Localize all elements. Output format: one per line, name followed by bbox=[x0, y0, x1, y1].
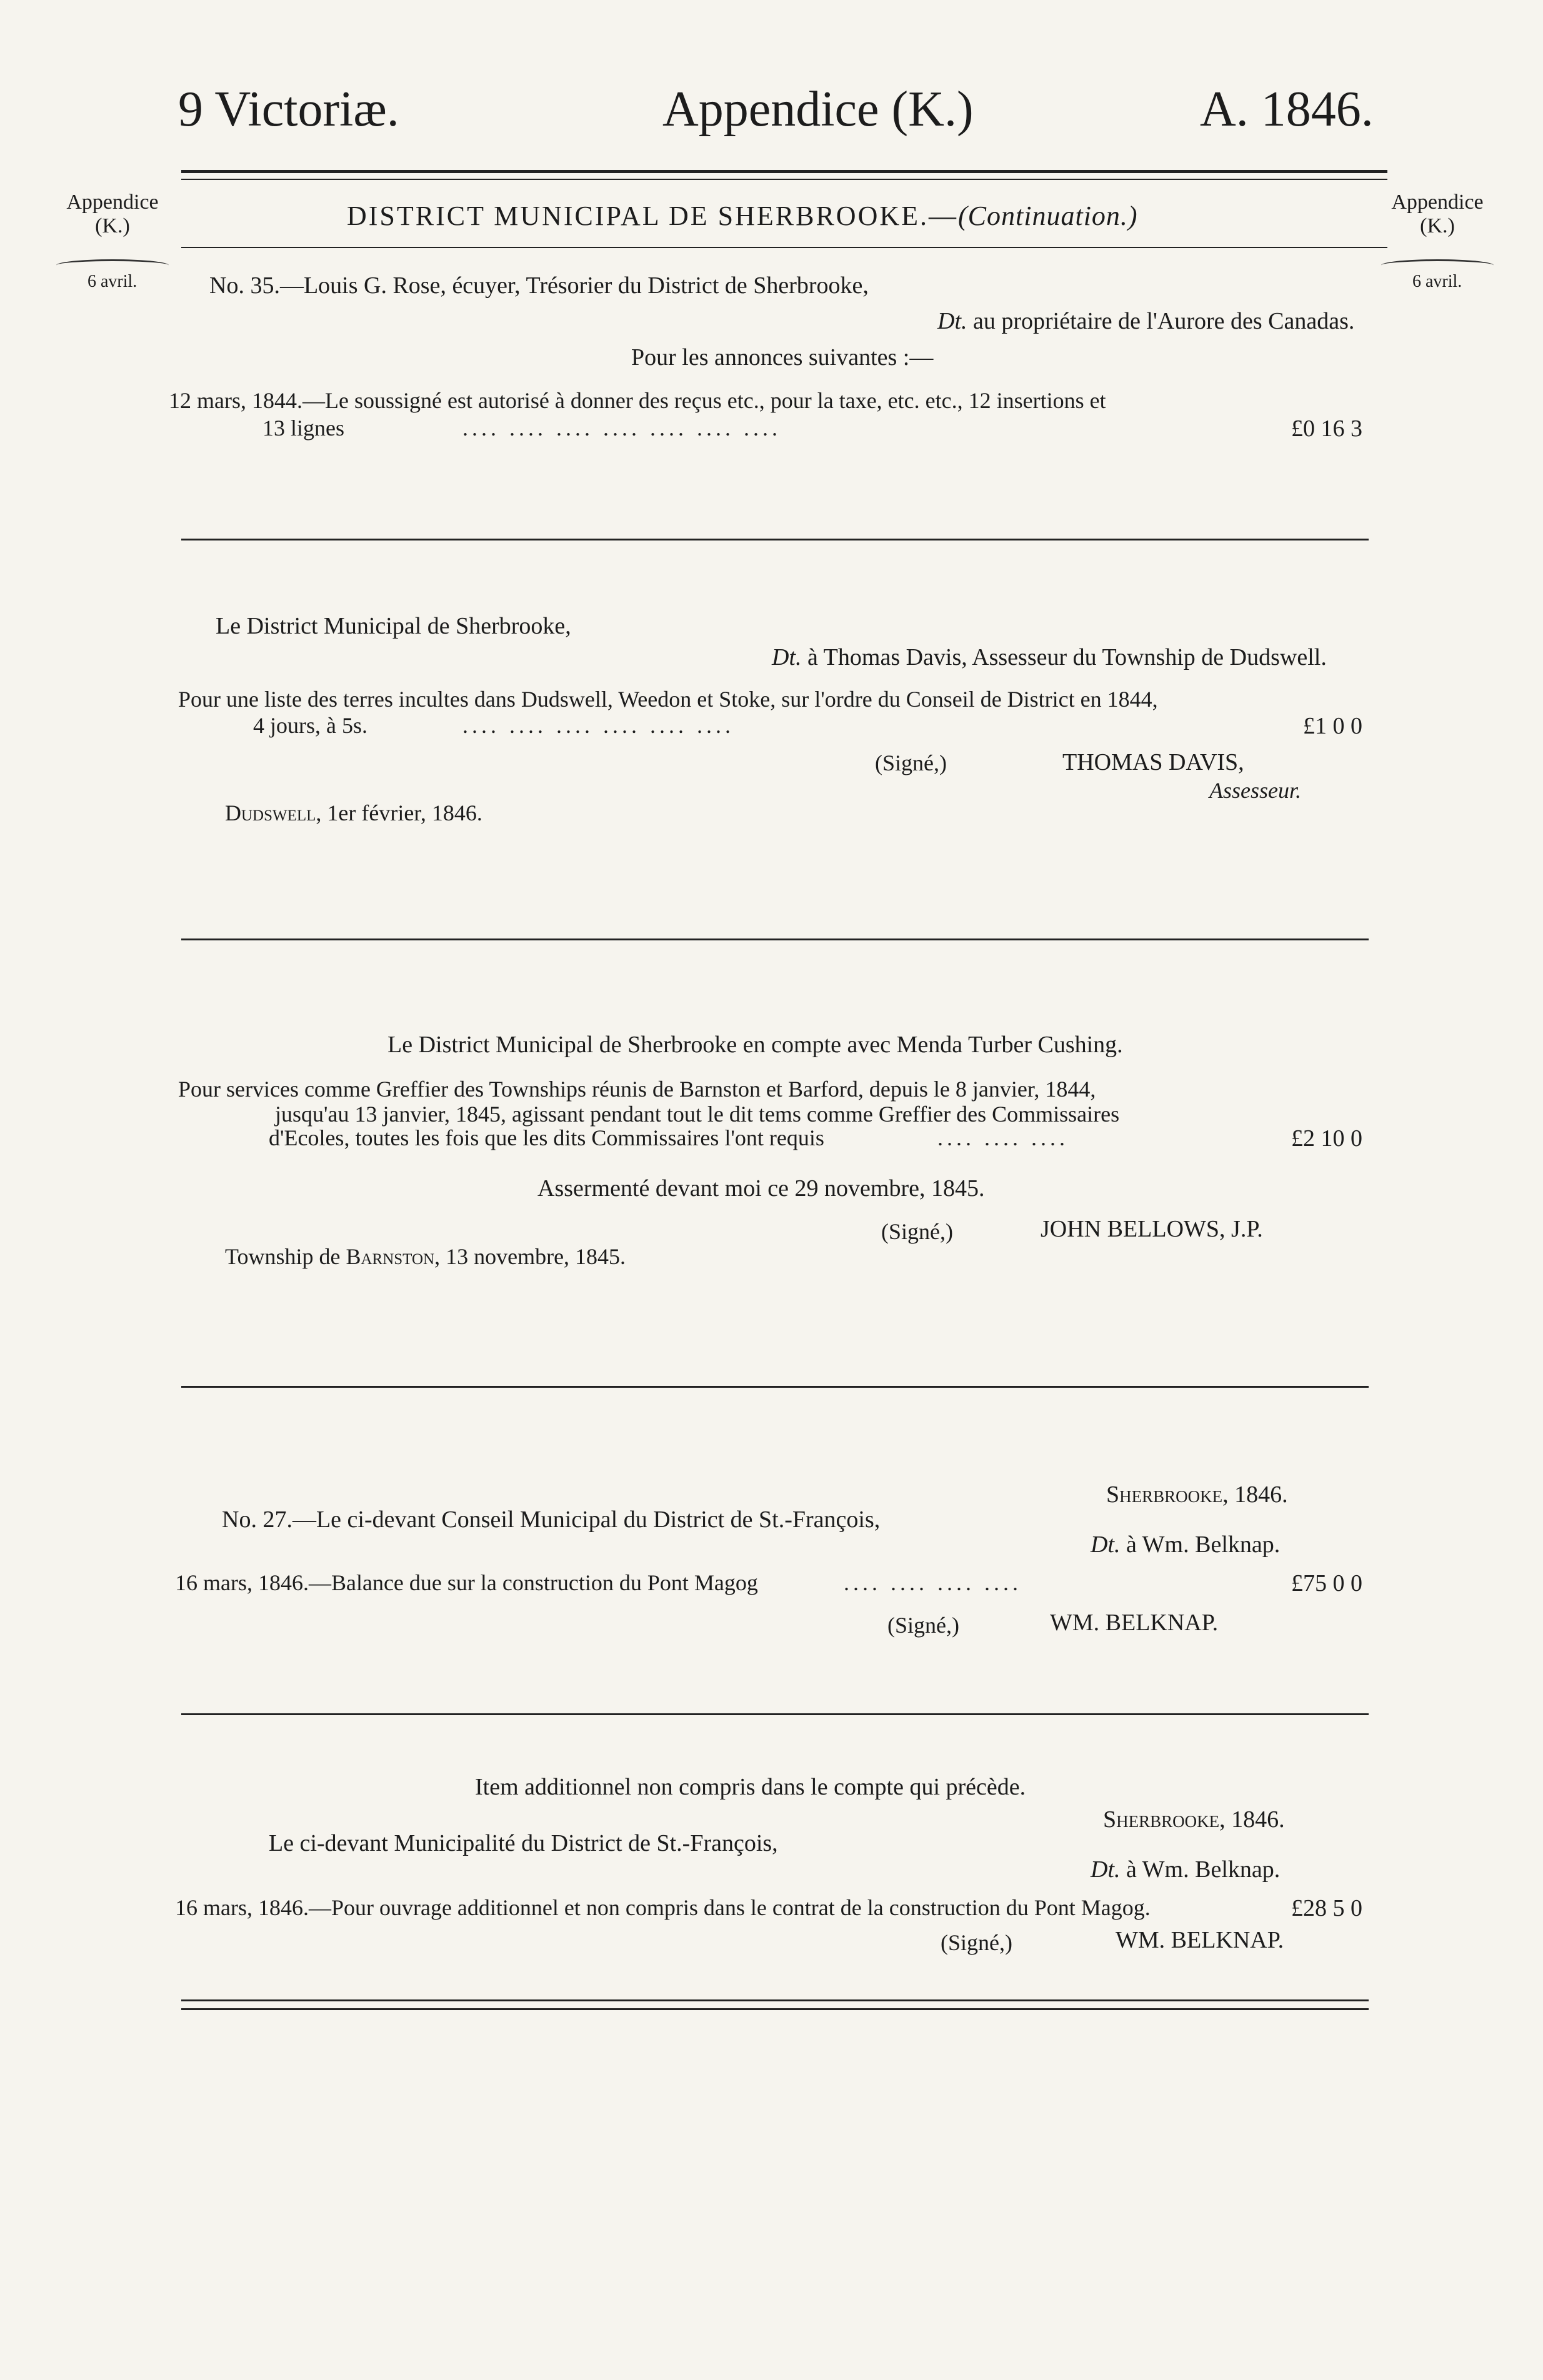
entry2-place: Dudswell, 1er février, 1846. bbox=[225, 800, 482, 825]
entry2-signer-title: Assesseur. bbox=[1209, 778, 1302, 803]
divider-2 bbox=[181, 939, 1369, 940]
entry2-amount: £1 0 0 bbox=[1303, 713, 1362, 739]
header-left: 9 Victoriæ. bbox=[178, 82, 399, 137]
entry3-signer: JOHN BELLOWS, J.P. bbox=[1041, 1216, 1263, 1242]
entry4-signer: WM. BELKNAP. bbox=[1050, 1610, 1219, 1636]
bottom-rule-2 bbox=[181, 2008, 1369, 2010]
entry5-place-date: Sherbrooke, 1846. bbox=[1103, 1806, 1285, 1833]
entry2-dots: .... .... .... .... .... .... bbox=[462, 713, 734, 738]
entry3-place: Township de Barnston, 13 novembre, 1845. bbox=[225, 1244, 626, 1269]
divider-3 bbox=[181, 1386, 1369, 1388]
entry2-item-line1: Pour une liste des terres incultes dans Dudswell, Weedon et Stoke, sur l'ordre du Conseil de District en 1844, bbox=[178, 687, 1158, 712]
entry2-line1: Le District Municipal de Sherbrooke, bbox=[216, 613, 571, 639]
entry2-signer: THOMAS DAVIS, bbox=[1062, 749, 1244, 775]
entry4-line1: No. 27.—Le ci-devant Conseil Municipal du District de St.-François, bbox=[222, 1506, 881, 1533]
divider-4 bbox=[181, 1713, 1369, 1715]
entry1-dots: .... .... .... .... .... .... .... bbox=[462, 416, 781, 441]
entry5-title: Item additionnel non compris dans le compte qui précède. bbox=[475, 1774, 1026, 1800]
section-title: DISTRICT MUNICIPAL DE SHERBROOKE.—(Continuation.) bbox=[347, 201, 1138, 231]
margin-right-brace bbox=[1381, 259, 1494, 271]
top-rule-1 bbox=[181, 170, 1387, 173]
entry3-item-line1: Pour services comme Greffier des Townships réunis de Barnston et Barford, depuis le 8 janvier, 1844, bbox=[178, 1077, 1096, 1102]
entry5-amount: £28 5 0 bbox=[1291, 1895, 1362, 1921]
entry5-line1: Le ci-devant Municipalité du District de St.-François, bbox=[269, 1830, 778, 1856]
entry2-item-line2: 4 jours, à 5s. bbox=[253, 713, 367, 738]
entry4-item-line1: 16 mars, 1846.—Balance due sur la construction du Pont Magog bbox=[175, 1570, 758, 1595]
top-rule-2 bbox=[181, 179, 1387, 180]
entry3-title: Le District Municipal de Sherbrooke en compte avec Menda Turber Cushing. bbox=[387, 1032, 1123, 1058]
margin-left-label: Appendice (K.) bbox=[66, 191, 159, 237]
entry3-signe: (Signé,) bbox=[881, 1219, 953, 1244]
entry1-subtitle: Pour les annonces suivantes :— bbox=[631, 344, 934, 371]
entry1-line1: No. 35.—Louis G. Rose, écuyer, Trésorier du District de Sherbrooke, bbox=[209, 272, 869, 299]
divider-1 bbox=[181, 539, 1369, 540]
entry5-signer: WM. BELKNAP. bbox=[1116, 1927, 1284, 1953]
entry3-sworn: Assermenté devant moi ce 29 novembre, 1845. bbox=[537, 1175, 985, 1202]
entry2-signe: (Signé,) bbox=[875, 750, 947, 775]
entry1-dt-line: Dt. au propriétaire de l'Aurore des Canadas. bbox=[937, 308, 1355, 334]
margin-left-date: 6 avril. bbox=[87, 272, 137, 291]
entry4-signe: (Signé,) bbox=[887, 1613, 959, 1638]
entry1-item-line2: 13 lignes bbox=[262, 416, 344, 441]
entry5-dt-line: Dt. à Wm. Belknap. bbox=[1091, 1856, 1281, 1883]
entry3-item-line3: d'Ecoles, toutes les fois que les dits Commissaires l'ont requis bbox=[269, 1125, 824, 1150]
entry4-amount: £75 0 0 bbox=[1291, 1570, 1362, 1596]
bottom-rule-1 bbox=[181, 1999, 1369, 2001]
title-underline bbox=[181, 247, 1387, 248]
margin-right-date: 6 avril. bbox=[1412, 272, 1462, 291]
entry4-dt-line: Dt. à Wm. Belknap. bbox=[1091, 1531, 1281, 1558]
entry3-item-line2: jusqu'au 13 janvier, 1845, agissant pendant tout le dit tems comme Greffier des Commissaires bbox=[275, 1102, 1120, 1127]
margin-right-label: Appendice (K.) bbox=[1391, 191, 1484, 237]
header-right: A. 1846. bbox=[1200, 82, 1374, 137]
entry3-dots: .... .... .... bbox=[937, 1125, 1069, 1150]
header-center: Appendice (K.) bbox=[662, 82, 974, 137]
entry2-dt-line: Dt. à Thomas Davis, Assesseur du Township de Dudswell. bbox=[772, 644, 1327, 670]
entry4-dots: .... .... .... .... bbox=[844, 1570, 1022, 1595]
entry5-signe: (Signé,) bbox=[941, 1930, 1012, 1955]
margin-left-brace bbox=[56, 259, 169, 271]
entry3-amount: £2 10 0 bbox=[1291, 1125, 1362, 1152]
entry1-item-line1: 12 mars, 1844.—Le soussigné est autorisé à donner des reçus etc., pour la taxe, etc. etc., 12 insertions et bbox=[169, 388, 1106, 413]
entry1-amount: £0 16 3 bbox=[1291, 416, 1362, 442]
entry5-item-line1: 16 mars, 1846.—Pour ouvrage additionnel et non compris dans le contrat de la construction du Pont Magog. bbox=[175, 1895, 1151, 1920]
entry4-place-date: Sherbrooke, 1846. bbox=[1106, 1481, 1288, 1508]
